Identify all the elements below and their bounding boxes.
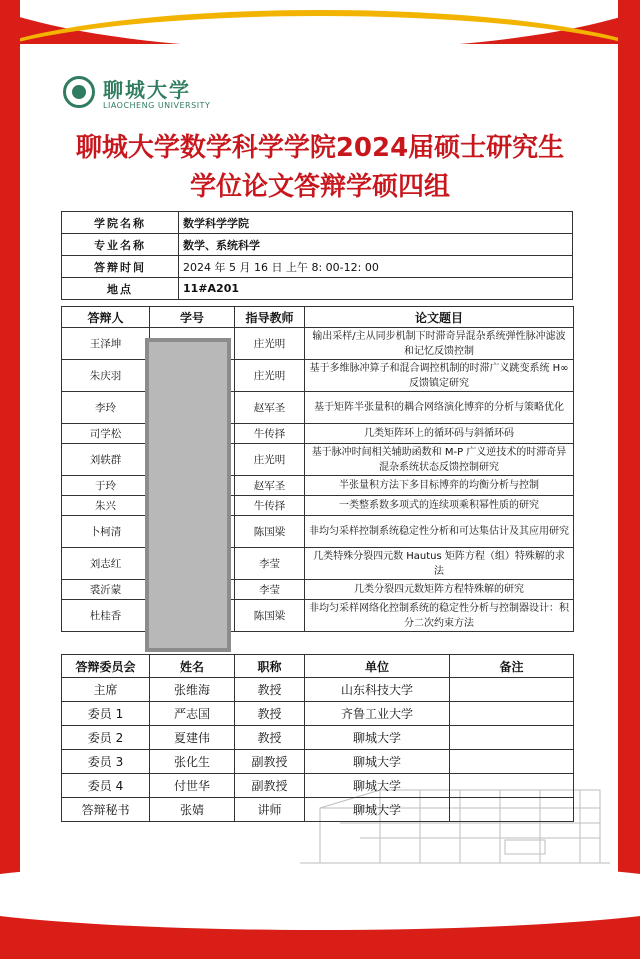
student-name: 杜桂香 [62,600,150,632]
committee-role: 委员 2 [62,726,150,750]
table-row [62,580,574,600]
committee-title: 讲师 [235,798,305,822]
thesis-topic: 基于脉冲时间相关辅助函数和 M-P 广义逆技术的时滞奇异混杂系统状态反馈控制研究 [305,444,574,476]
student-name: 王泽坤 [62,328,150,360]
committee-note [450,798,574,822]
student-name: 朱庆羽 [62,360,150,392]
table-row [62,476,574,496]
student-id-redaction-block [145,338,231,652]
defense-header-row [62,307,574,328]
info-label: 专业名称 [62,234,179,256]
advisor-name: 庄光明 [235,360,305,392]
committee-role: 主席 [62,678,150,702]
defense-table [61,306,574,632]
committee-unit: 齐鲁工业大学 [305,702,450,726]
committee-note [450,750,574,774]
header-title: 职称 [235,655,305,678]
student-name: 刘轶群 [62,444,150,476]
advisor-name: 牛传择 [235,424,305,444]
committee-role: 委员 4 [62,774,150,798]
committee-unit: 聊城大学 [305,774,450,798]
table-row [62,798,574,822]
thesis-topic: 非均匀采样控制系统稳定性分析和可达集估计及其应用研究 [305,516,574,548]
advisor-name: 赵军圣 [235,392,305,424]
logo-name-cn: 聊城大学 [103,78,191,102]
table-row [62,424,574,444]
advisor-name: 李莹 [235,548,305,580]
advisor-name: 陈国梁 [235,516,305,548]
committee-title: 教授 [235,678,305,702]
thesis-topic: 一类整系数多项式的连续项乘积幂性质的研究 [305,496,574,516]
info-row [62,278,573,300]
page-title-line2: 学位论文答辩学硕四组 [189,172,450,202]
advisor-name: 庄光明 [235,328,305,360]
thesis-topic: 几类特殊分裂四元数 Hautus 矩阵方程（组）特殊解的求法 [305,548,574,580]
info-row [62,256,573,278]
committee-name: 张婧 [150,798,235,822]
logo-name-en: LIAOCHENG UNIVERSITY [103,101,211,110]
committee-role: 委员 3 [62,750,150,774]
university-logo [63,74,211,114]
table-row [62,516,574,548]
info-label: 答辩时间 [62,256,179,278]
table-row [62,496,574,516]
advisor-name: 庄光明 [235,444,305,476]
table-row [62,750,574,774]
header-student-id: 学号 [150,307,235,328]
student-name: 司学松 [62,424,150,444]
committee-note [450,726,574,750]
committee-title: 副教授 [235,774,305,798]
student-name: 李玲 [62,392,150,424]
thesis-topic: 半张量积方法下多目标博弈的均衡分析与控制 [305,476,574,496]
advisor-name: 李莹 [235,580,305,600]
header-student: 答辩人 [62,307,150,328]
advisor-name: 牛传择 [235,496,305,516]
table-row [62,392,574,424]
info-value: 11#A201 [179,278,573,300]
committee-name: 严志国 [150,702,235,726]
thesis-topic: 几类矩阵环上的循环码与斜循环码 [305,424,574,444]
committee-header-row [62,655,574,678]
committee-note [450,774,574,798]
committee-note [450,702,574,726]
info-value: 数学科学学院 [179,212,573,234]
header-name: 姓名 [150,655,235,678]
committee-title: 副教授 [235,750,305,774]
thesis-topic: 输出采样/主从同步机制下时滞奇异混杂系统弹性脉冲滤波和记忆反馈控制 [305,328,574,360]
thesis-topic: 基于多维脉冲算子和混合调控机制的时滞广义跳变系统 H∞反馈镇定研究 [305,360,574,392]
table-row [62,328,574,360]
info-label: 学院名称 [62,212,179,234]
info-table [61,211,573,300]
student-name: 裘沂蒙 [62,580,150,600]
table-row [62,678,574,702]
table-row [62,702,574,726]
committee-table [61,654,574,822]
page-title-line1: 聊城大学数学科学学院2024届硕士研究生 [75,133,565,163]
header-topic: 论文题目 [305,307,574,328]
committee-unit: 聊城大学 [305,726,450,750]
frame-bottom-edge [0,930,640,959]
info-value: 数学、系统科学 [179,234,573,256]
committee-name: 张化生 [150,750,235,774]
table-row [62,726,574,750]
table-row [62,774,574,798]
committee-role: 委员 1 [62,702,150,726]
table-row [62,360,574,392]
student-name: 朱兴 [62,496,150,516]
advisor-name: 陈国梁 [235,600,305,632]
advisor-name: 赵军圣 [235,476,305,496]
committee-name: 付世华 [150,774,235,798]
committee-name: 夏建伟 [150,726,235,750]
info-label: 地点 [62,278,179,300]
committee-name: 张维海 [150,678,235,702]
thesis-topic: 基于矩阵半张量积的耦合网络演化博弈的分析与策略优化 [305,392,574,424]
committee-note [450,678,574,702]
student-name: 刘志红 [62,548,150,580]
thesis-topic: 非均匀采样网络化控制系统的稳定性分析与控制器设计：积分二次约束方法 [305,600,574,632]
university-seal-icon [63,76,95,108]
student-name: 卜柯清 [62,516,150,548]
thesis-topic: 几类分裂四元数矩阵方程特殊解的研究 [305,580,574,600]
table-row [62,444,574,476]
header-advisor: 指导教师 [235,307,305,328]
table-row [62,548,574,580]
info-value: 2024 年 5 月 16 日 上午 8: 00-12: 00 [179,256,573,278]
committee-unit: 聊城大学 [305,750,450,774]
student-name: 于玲 [62,476,150,496]
info-row [62,212,573,234]
committee-role: 答辩秘书 [62,798,150,822]
committee-title: 教授 [235,702,305,726]
committee-unit: 山东科技大学 [305,678,450,702]
table-row [62,600,574,632]
header-role: 答辩委员会 [62,655,150,678]
committee-unit: 聊城大学 [305,798,450,822]
committee-title: 教授 [235,726,305,750]
header-note: 备注 [450,655,574,678]
info-row [62,234,573,256]
header-unit: 单位 [305,655,450,678]
